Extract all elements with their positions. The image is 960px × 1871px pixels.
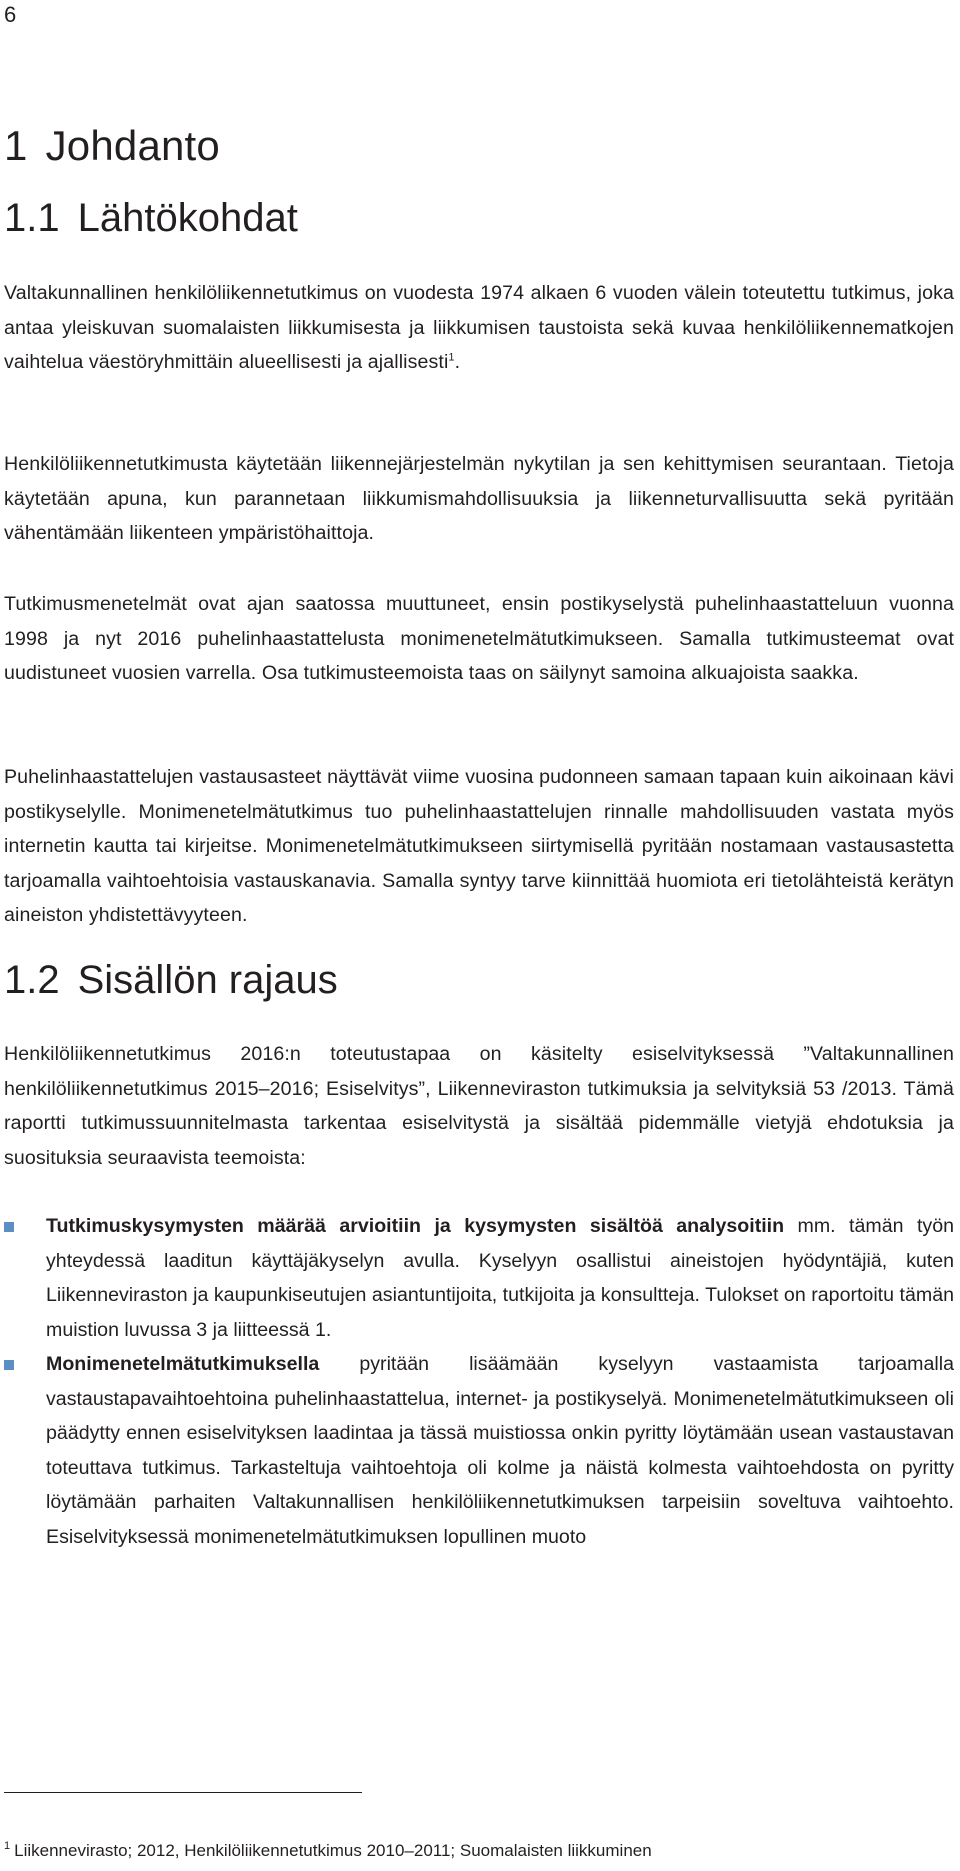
bullet-list	[4, 1209, 954, 1554]
bullet-bold-text: Monimenetelmätutkimuksella	[46, 1353, 320, 1375]
paragraph-1	[4, 276, 954, 380]
chapter-number: 1	[4, 122, 28, 169]
chapter-title: Johdanto	[45, 122, 220, 169]
bullet-text: pyritään lisäämään kyselyyn vastaamista tarjoamalla vastaustapavaihtoehtoina puhelinhaastattelua, internet- ja postikyselyä. Monimenetelmätutkimukseen oli päädytty ennen esiselvityksen laadintaa ja tässä muistiossa onkin pyritty löytämään usean vastaustavan toteuttava tutkimus. Tarkasteltuja vaihtoehtoja oli kolme ja näistä kolmesta vaihtoehdosta on pyritty löytämään parhaiten Valtakunnallisen henkilöliikennetutkimuksen tarpeisiin soveltuva vaihtoehto. Esiselvityksessä monimenetelmätutkimuksen lopullinen muoto	[46, 1353, 954, 1548]
paragraph-3: Tutkimusmenetelmät ovat ajan saatossa muuttuneet, ensin postikyselystä puhelinhaastatteluun vuonna 1998 ja nyt 2016 puhelinhaastattelusta monimenetelmätutkimukseen. Samalla tutkimusteemat ovat uudistuneet vuosien varrella. Osa tutkimusteemoista taas on säilynyt samoina alkuajoista saakka.	[4, 593, 954, 684]
square-bullet-icon	[4, 1222, 14, 1232]
chapter-heading	[4, 122, 220, 170]
square-bullet-icon	[4, 1360, 14, 1370]
section-number: 1.2	[4, 958, 60, 1002]
footnote-reference: 1	[448, 351, 455, 364]
section-heading-1-2	[4, 957, 338, 1003]
page-number: 6	[4, 2, 17, 27]
paragraph-2: Henkilöliikennetutkimusta käytetään liikennejärjestelmän nykytilan ja sen kehittymisen seurantaan. Tietoja käytetään apuna, kun parannetaan liikkumismahdollisuuksia ja liikenneturvallisuutta sekä pyritään vähentämään liikenteen ympäristöhaittoja.	[4, 453, 954, 544]
paragraph-4: Puhelinhaastattelujen vastausasteet näyttävät viime vuosina pudonneen samaan tapaan kuin aikoinaan kävi postikyselylle. Monimenetelmätutkimus tuo puhelinhaastattelujen rinnalle mahdollisuuden vastata myös internetin kautta tai kirjeitse. Monimenetelmätutkimukseen siirtymisellä pyritään nostamaan vastausastetta tarjoamalla vaihtoehtoisia vastauskanavia. Samalla syntyy tarve kiinnittää huomiota eri tietolähteistä kerätyn aineiston yhdistettävyyteen.	[4, 766, 954, 926]
bullet-bold-text: Tutkimuskysymysten määrää arvioitiin ja kysymysten sisältöä analysoitiin	[46, 1215, 785, 1237]
bullet-text: mm. tämän työn yhteydessä laaditun käyttäjäkyselyn avulla. Kyselyyn osallistui aineistojen hyödyntäjiä, kuten Liikenneviraston ja kaupunkiseutujen asiantuntijoita, tutkijoita ja konsultteja. Tulokset on raportoitu tämän muistion luvussa 3 ja liitteessä 1.	[46, 1215, 954, 1341]
paragraph-text: Valtakunnallinen henkilöliikennetutkimus on vuodesta 1974 alkaen 6 vuoden välein toteutettu tutkimus, joka antaa yleiskuvan suomalaisten liikkumisesta ja liikkumisen taustoista sekä kuvaa henkilöliikennematkojen vaihtelua väestöryhmittäin alueellisesti ja ajallisesti	[4, 282, 954, 373]
paragraph-end: .	[454, 351, 461, 373]
section-heading-1-1	[4, 195, 298, 241]
list-item	[4, 1347, 954, 1554]
footnote	[4, 1840, 652, 1862]
list-item	[4, 1209, 954, 1347]
footnote-mark: 1	[4, 1840, 11, 1853]
section-title: Sisällön rajaus	[77, 958, 338, 1002]
footnote-text: Liikennevirasto; 2012, Henkilöliikennetutkimus 2010–2011; Suomalaisten liikkuminen	[14, 1841, 652, 1860]
footnote-divider	[4, 1792, 362, 1793]
section-title: Lähtökohdat	[77, 196, 298, 240]
section-number: 1.1	[4, 196, 60, 240]
paragraph-5: Henkilöliikennetutkimus 2016:n toteutustapaa on käsitelty esiselvityksessä ”Valtakunnallinen henkilöliikennetutkimus 2015–2016; Esiselvitys”, Liikenneviraston tutkimuksia ja selvityksiä 53 /2013. Tämä raportti tutkimussuunnitelmasta tarkentaa esiselvitystä ja sisältää pidemmälle vietyjä ehdotuksia ja suosituksia seuraavista teemoista:	[4, 1043, 954, 1169]
